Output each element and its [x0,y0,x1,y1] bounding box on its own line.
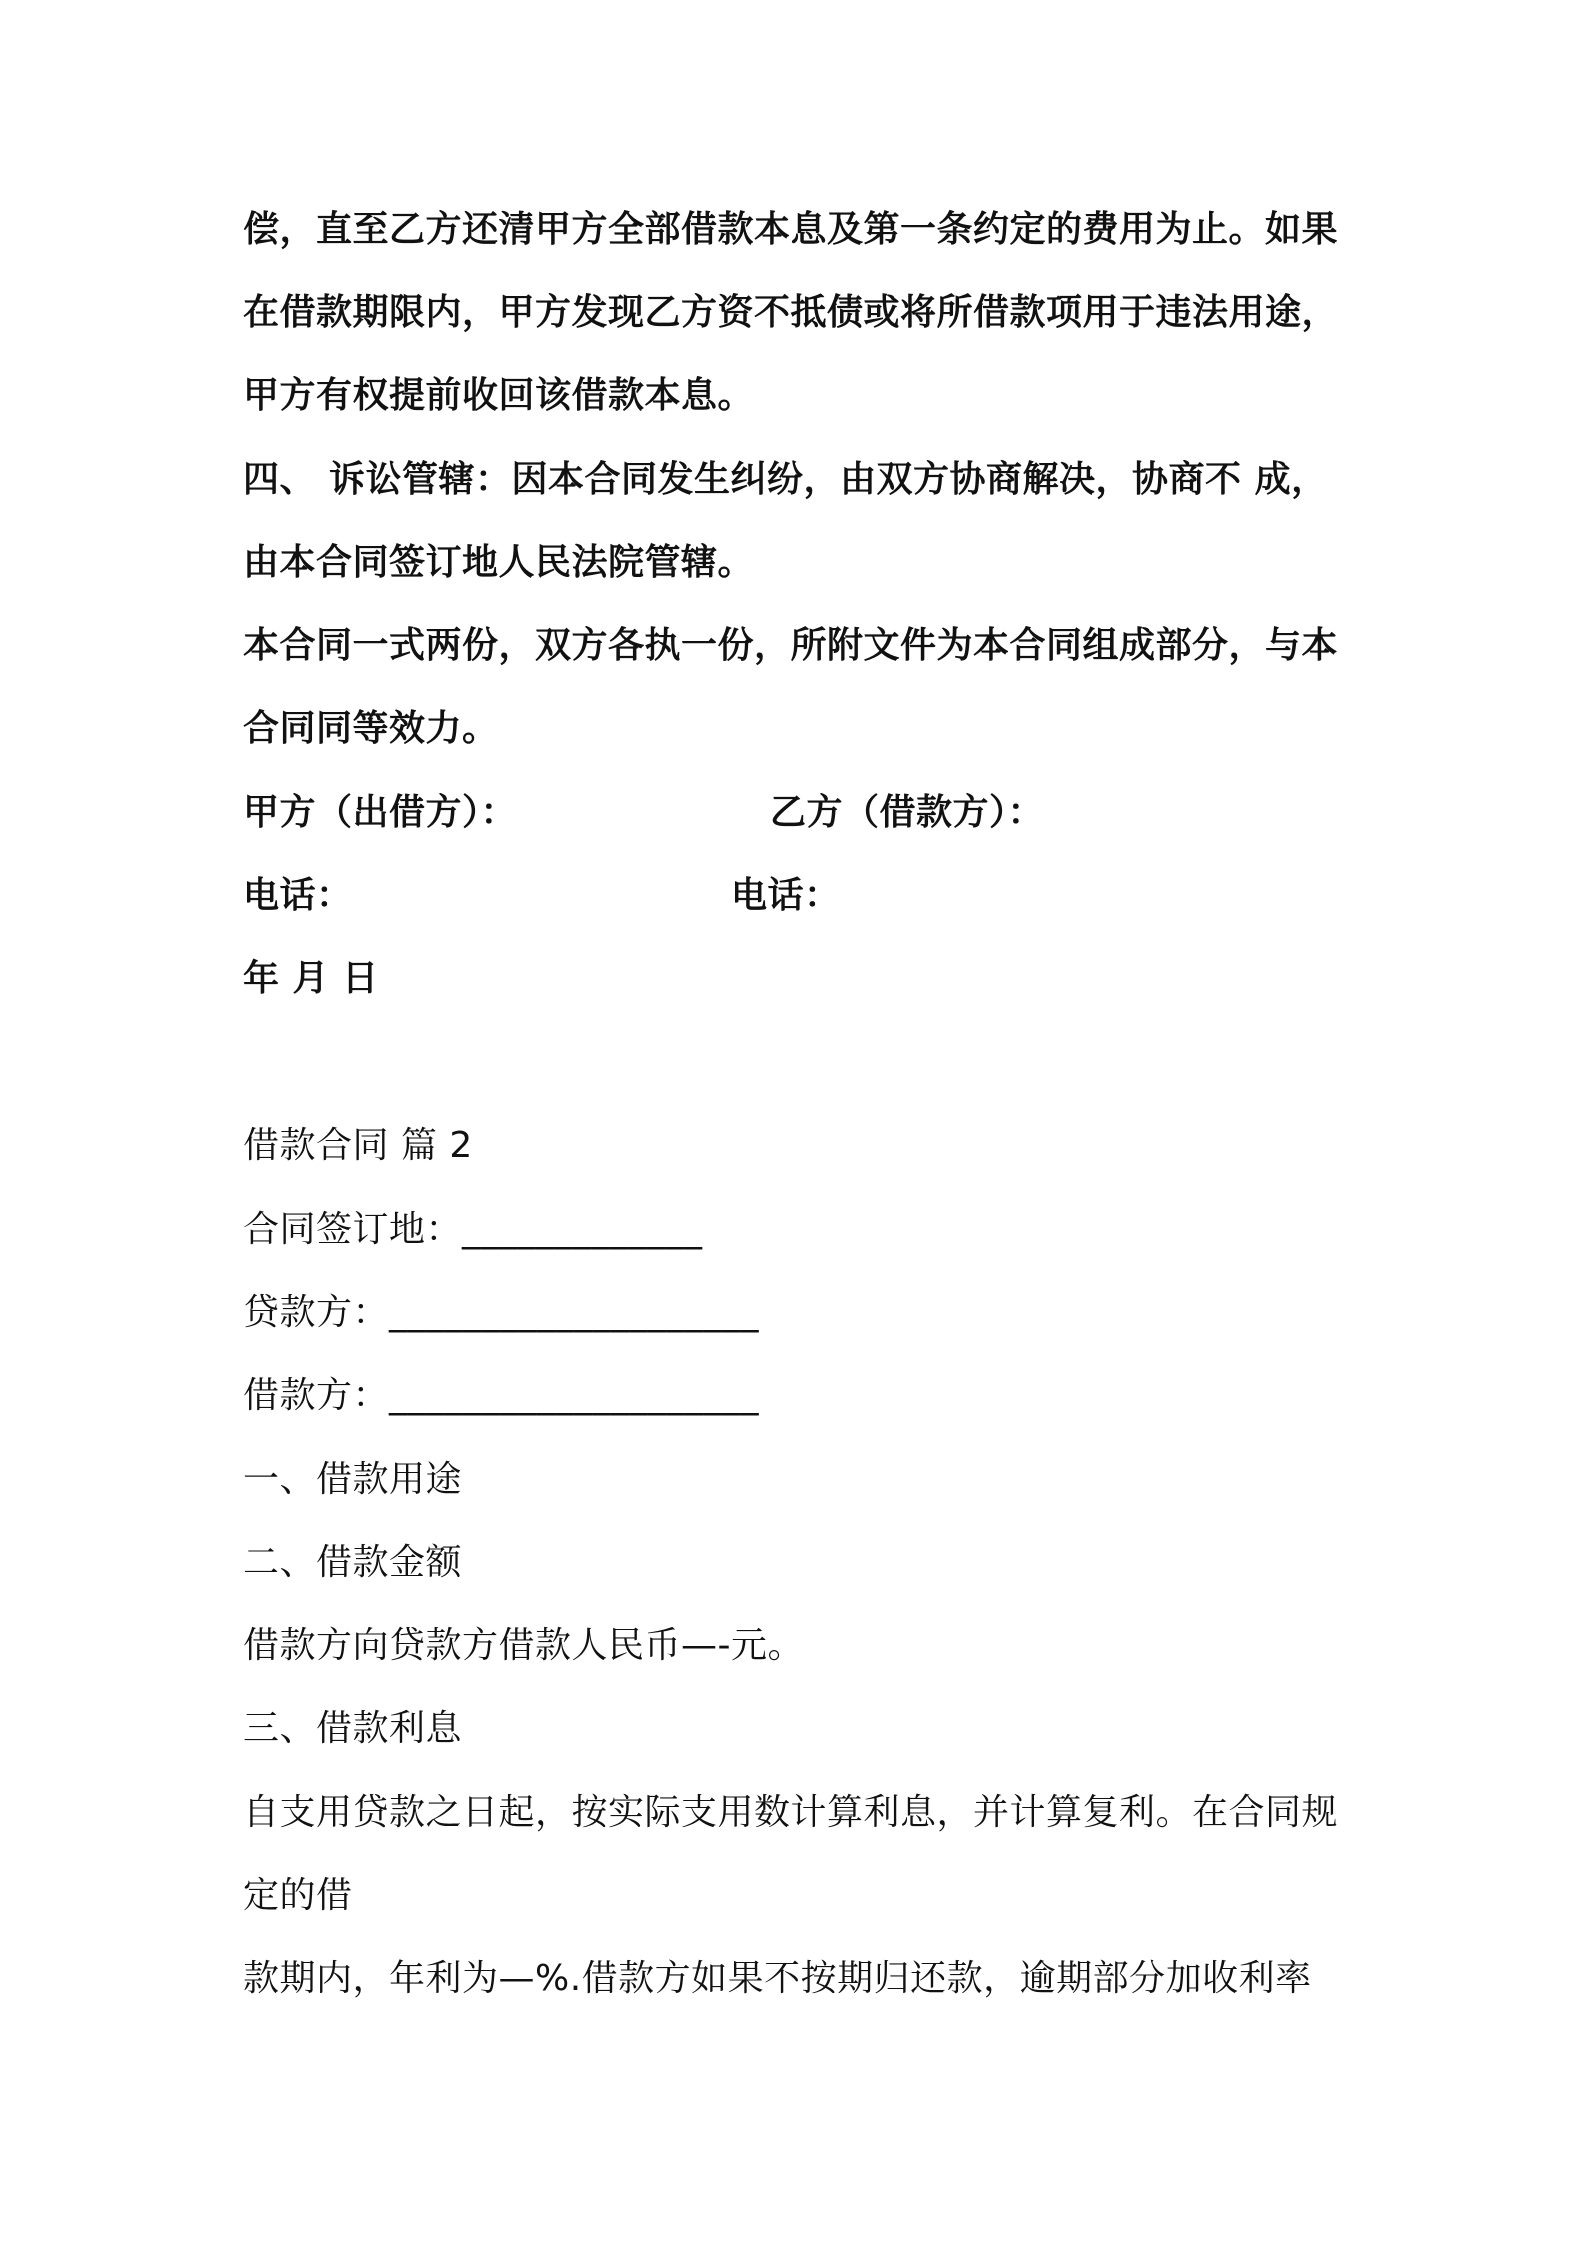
section-heading: 一、借款用途 [243,1459,463,1500]
borrower-line: 借款方：____________________ [243,1375,760,1416]
interest-line: 自支用贷款之日起，按实际支用数计算利息，并计算复利。在合同规 [243,1792,1339,1833]
section-heading: 二、借款金额 [243,1542,463,1583]
paragraph-line: 甲方有权提前收回该借款本息。 [243,375,755,416]
amount-line: 借款方向贷款方借款人民币—-元。 [243,1625,804,1666]
paragraph-line: 在借款期限内，甲方发现乙方资不抵债或将所借款项用于违法用途， [243,292,1339,333]
phone-a-label: 电话： [243,875,353,916]
clause-four-line: 由本合同签订地人民法院管辖。 [243,542,755,583]
phone-row [243,872,1363,920]
sign-place-line: 合同签订地：_____________ [243,1209,703,1250]
signature-row [243,789,1363,837]
copies-line: 本合同一式两份，双方各执一份，所附文件为本合同组成部分，与本 [243,625,1339,666]
contract-title: 借款合同 篇 2 [243,1125,473,1166]
interest-line: 款期内，年利为—%.借款方如果不按期归还款，逾期部分加收利率 [243,1958,1312,1999]
copies-line: 合同同等效力。 [243,708,499,749]
party-b-label: 乙方（借款方）： [770,792,1045,833]
paragraph-line: 偿，直至乙方还清甲方全部借款本息及第一条约定的费用为止。如果 [243,209,1339,250]
date-line: 年 月 日 [243,958,379,999]
clause-four-line: 四、 诉讼管辖：因本合同发生纠纷，由双方协商解决，协商不 成， [243,459,1328,500]
section-heading: 三、借款利息 [243,1708,463,1749]
phone-b-label: 电话： [731,875,841,916]
lender-line: 贷款方：____________________ [243,1292,760,1333]
party-a-label: 甲方（出借方）： [243,792,518,833]
interest-line: 定的借 [243,1875,353,1916]
